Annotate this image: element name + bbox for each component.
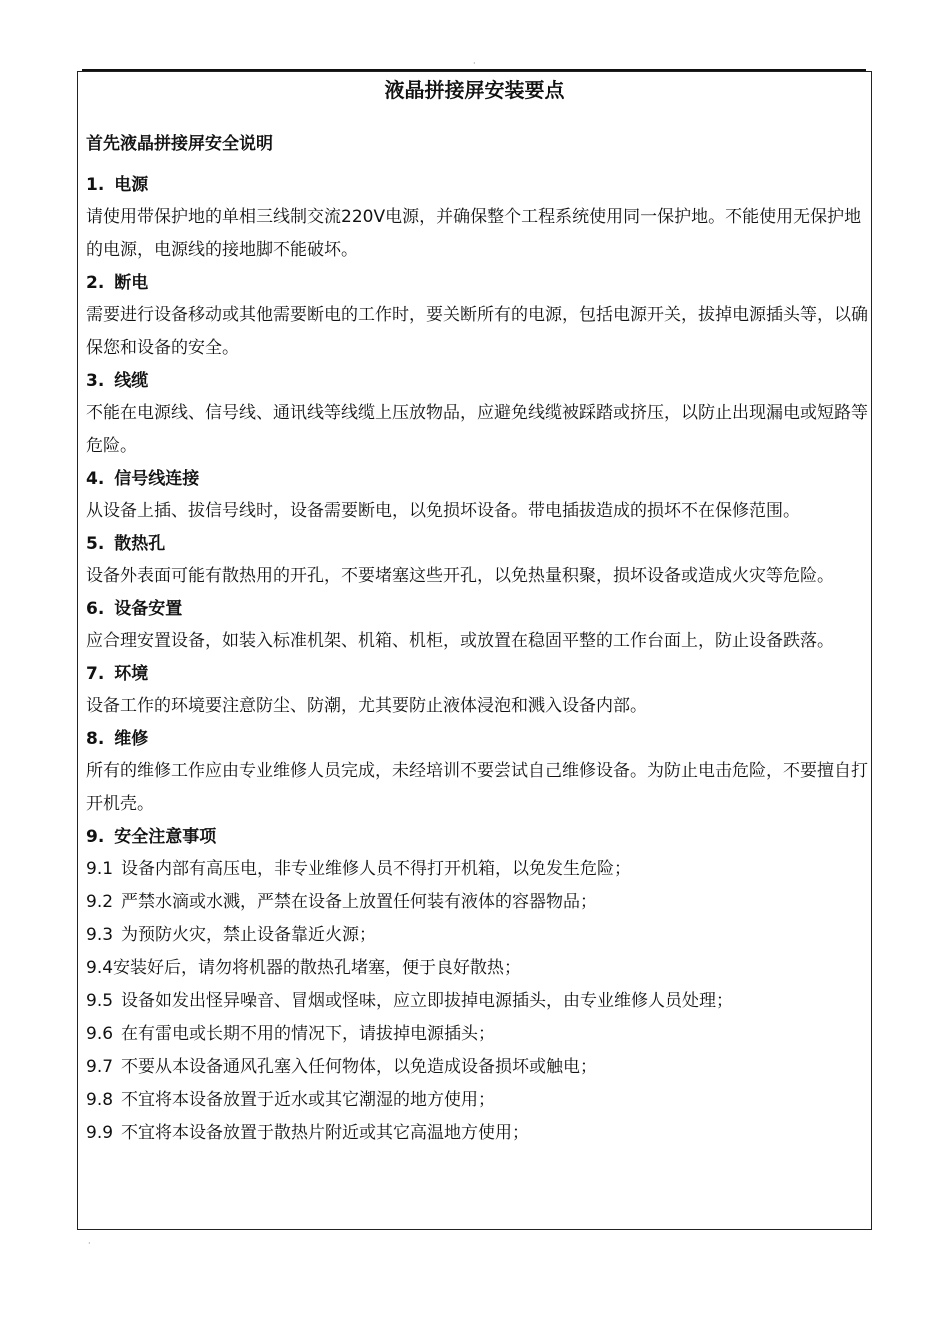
section-title: 设备安置 bbox=[114, 599, 183, 619]
list-item bbox=[86, 1084, 870, 1117]
section-heading bbox=[86, 658, 870, 690]
section-body: 设备工作的环境要注意防尘、防潮，尤其要防止液体浸泡和溅入设备内部。 bbox=[86, 696, 647, 716]
note-text: 严禁水滴或水溅，严禁在设备上放置任何装有液体的容器物品； bbox=[121, 892, 598, 912]
list-item bbox=[86, 1018, 870, 1051]
section-heading bbox=[86, 267, 870, 299]
section-body: 需要进行设备移动或其他需要断电的工作时，要关断所有的电源，包括电源开关，拔掉电源插头等，以确保您和设备的安全。 bbox=[86, 305, 868, 358]
section-title: 散热孔 bbox=[114, 534, 166, 554]
section-number: 1. bbox=[86, 175, 105, 195]
section-power-off bbox=[86, 267, 870, 365]
page-marker-dot: · bbox=[473, 59, 476, 68]
section-vents bbox=[86, 528, 870, 593]
section-power bbox=[86, 169, 870, 267]
section-body: 请使用带保护地的单相三线制交流220V电源，并确保整个工程系统使用同一保护地。不能使用无保护地的电源，电源线的接地脚不能破坏。 bbox=[86, 207, 862, 260]
note-number: 9.7 bbox=[86, 1057, 114, 1077]
list-item bbox=[86, 1117, 870, 1150]
list-item bbox=[86, 1051, 870, 1084]
note-text: 设备如发出怪异噪音、冒烟或怪味，应立即拔掉电源插头，由专业维修人员处理； bbox=[121, 991, 734, 1011]
note-number: 9.8 bbox=[86, 1090, 114, 1110]
list-item bbox=[86, 853, 870, 886]
list-item bbox=[86, 919, 870, 952]
section-heading bbox=[86, 169, 870, 201]
section-title: 线缆 bbox=[114, 371, 149, 391]
note-text: 安装好后，请勿将机器的散热孔堵塞，便于良好散热； bbox=[113, 958, 522, 978]
section-title: 环境 bbox=[114, 664, 149, 684]
section-title: 安全注意事项 bbox=[114, 827, 217, 847]
safety-notes-list bbox=[86, 853, 870, 1150]
section-maintenance bbox=[86, 723, 870, 821]
section-signal-connection bbox=[86, 463, 870, 528]
section-heading bbox=[86, 365, 870, 397]
section-title: 断电 bbox=[114, 273, 149, 293]
section-body: 设备外表面可能有散热用的开孔，不要堵塞这些开孔，以免热量积聚，损坏设备或造成火灾等危险。 bbox=[86, 566, 834, 586]
list-item bbox=[86, 886, 870, 919]
note-number: 9.6 bbox=[86, 1024, 114, 1044]
section-number: 3. bbox=[86, 371, 105, 391]
section-placement bbox=[86, 593, 870, 658]
note-number: 9.4 bbox=[86, 958, 114, 978]
section-safety-notes bbox=[86, 821, 870, 1150]
section-heading bbox=[86, 528, 870, 560]
section-body: 不能在电源线、信号线、通讯线等线缆上压放物品，应避免线缆被踩踏或挤压，以防止出现漏电或短路等危险。 bbox=[86, 403, 868, 456]
note-number: 9.9 bbox=[86, 1123, 114, 1143]
section-body: 应合理安置设备，如装入标准机架、机箱、机柜，或放置在稳固平整的工作台面上，防止设备跌落。 bbox=[86, 631, 834, 651]
section-number: 5. bbox=[86, 534, 105, 554]
section-body: 从设备上插、拔信号线时，设备需要断电，以免损坏设备。带电插拔造成的损坏不在保修范围。 bbox=[86, 501, 800, 521]
note-text: 不要从本设备通风孔塞入任何物体，以免造成设备损坏或触电； bbox=[121, 1057, 598, 1077]
section-heading bbox=[86, 723, 870, 755]
section-title: 信号线连接 bbox=[114, 469, 200, 489]
intro-heading: 首先液晶拼接屏安全说明 bbox=[86, 134, 273, 154]
section-number: 8. bbox=[86, 729, 105, 749]
section-number: 9. bbox=[86, 827, 105, 847]
list-item bbox=[86, 952, 870, 985]
section-heading bbox=[86, 463, 870, 495]
section-title: 维修 bbox=[114, 729, 149, 749]
note-number: 9.2 bbox=[86, 892, 114, 912]
note-number: 9.1 bbox=[86, 859, 114, 879]
section-environment bbox=[86, 658, 870, 723]
section-number: 4. bbox=[86, 469, 105, 489]
note-text: 在有雷电或长期不用的情况下，请拔掉电源插头； bbox=[121, 1024, 496, 1044]
section-number: 7. bbox=[86, 664, 105, 684]
section-number: 2. bbox=[86, 273, 105, 293]
note-text: 为预防火灾，禁止设备靠近火源； bbox=[121, 925, 377, 945]
document-content bbox=[86, 128, 870, 1150]
note-number: 9.3 bbox=[86, 925, 114, 945]
section-body: 所有的维修工作应由专业维修人员完成，未经培训不要尝试自己维修设备。为防止电击危险，不要擅自打开机壳。 bbox=[86, 761, 868, 814]
list-item bbox=[86, 985, 870, 1018]
section-title: 电源 bbox=[114, 175, 149, 195]
note-text: 不宜将本设备放置于近水或其它潮湿的地方使用； bbox=[121, 1090, 496, 1110]
note-text: 不宜将本设备放置于散热片附近或其它高温地方使用； bbox=[121, 1123, 530, 1143]
section-number: 6. bbox=[86, 599, 105, 619]
section-heading bbox=[86, 593, 870, 625]
document-title: 液晶拼接屏安装要点 bbox=[384, 78, 565, 102]
section-heading bbox=[86, 821, 870, 853]
note-number: 9.5 bbox=[86, 991, 114, 1011]
page-marker-dot: · bbox=[88, 1239, 91, 1248]
note-text: 设备内部有高压电，非专业维修人员不得打开机箱，以免发生危险； bbox=[121, 859, 632, 879]
section-cables bbox=[86, 365, 870, 463]
